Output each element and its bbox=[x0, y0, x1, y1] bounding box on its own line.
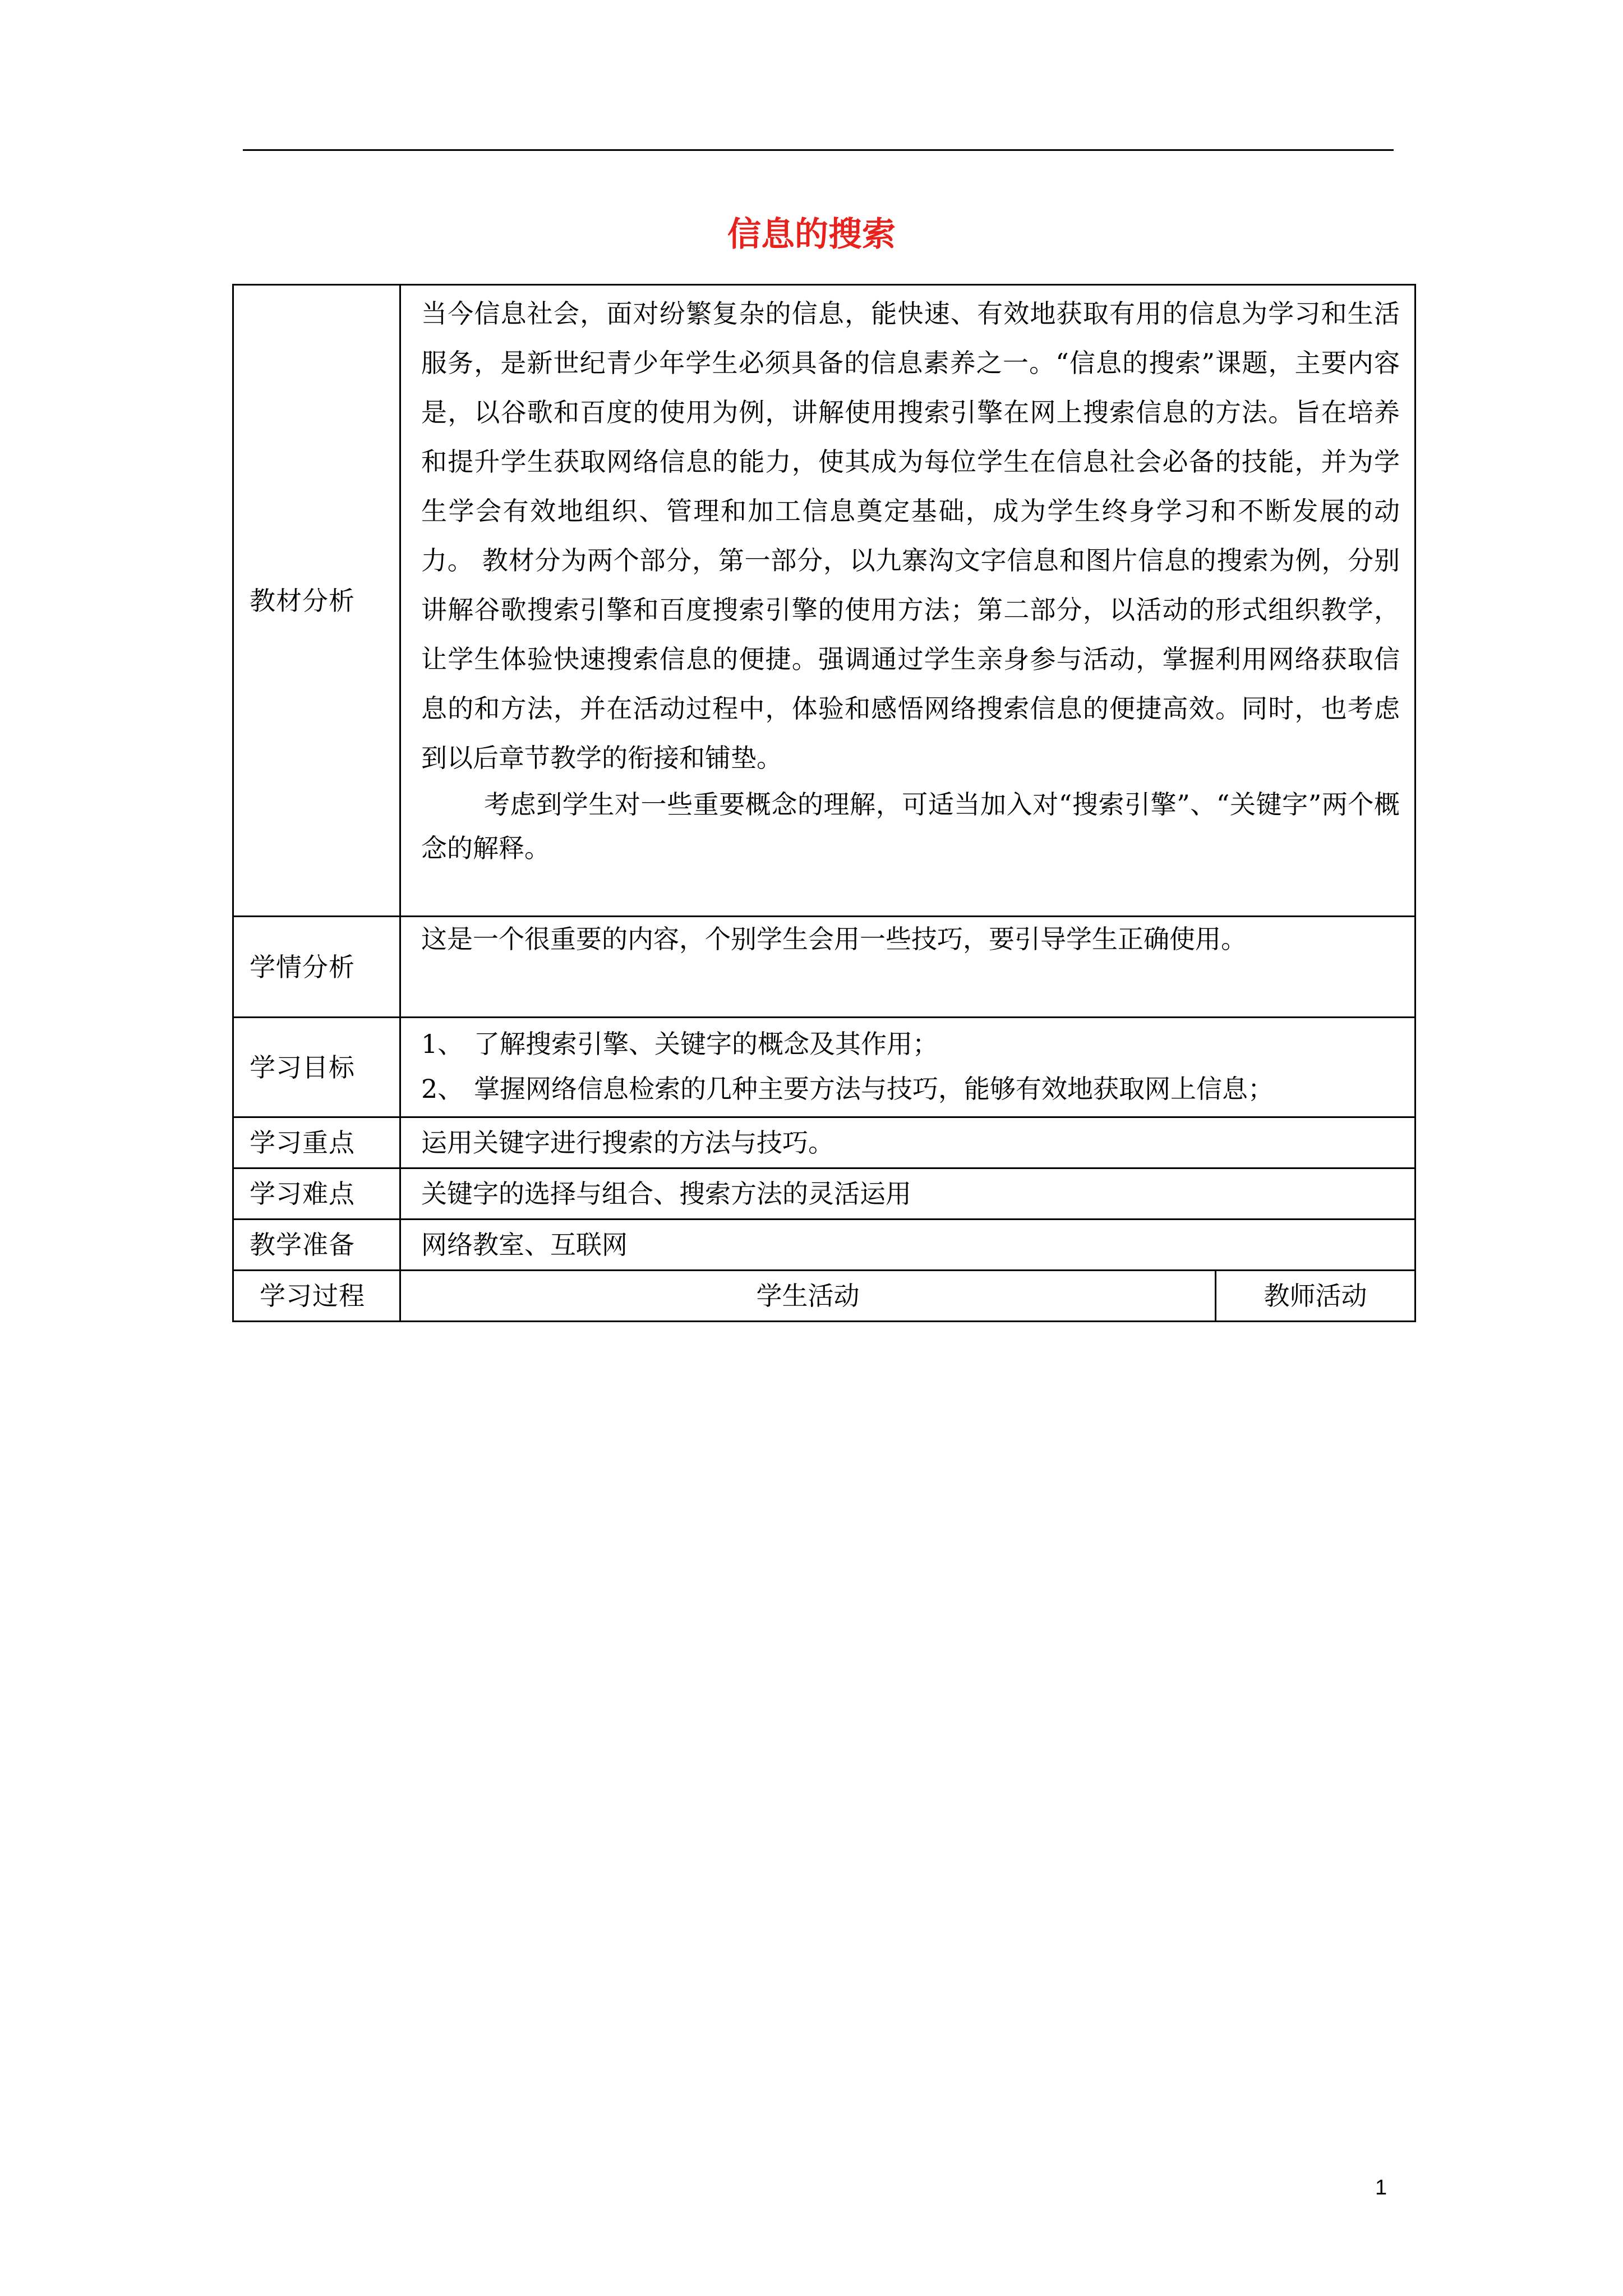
key-points-text: 运用关键字进行搜索的方法与技巧。 bbox=[400, 1117, 1415, 1168]
page-number: 1 bbox=[1375, 2176, 1387, 2200]
material-analysis-label: 教材分析 bbox=[233, 285, 400, 917]
row-difficulties bbox=[233, 1168, 1415, 1220]
row-process bbox=[233, 1271, 1415, 1322]
learning-goal-number: 1、 bbox=[421, 1029, 464, 1059]
teacher-activity-header: 教师活动 bbox=[1216, 1271, 1415, 1322]
header-rule bbox=[243, 149, 1394, 151]
row-material-analysis bbox=[233, 285, 1415, 917]
learning-goal-number: 2、 bbox=[421, 1074, 464, 1104]
learning-goal-text: 掌握网络信息检索的几种主要方法与技巧，能够有效地获取网上信息； bbox=[474, 1074, 1274, 1104]
row-learning-goals bbox=[233, 1018, 1415, 1117]
difficulties-text: 关键字的选择与组合、搜索方法的灵活运用 bbox=[400, 1168, 1415, 1220]
learning-goals-label: 学习目标 bbox=[233, 1018, 400, 1117]
learner-analysis-label: 学情分析 bbox=[233, 917, 400, 1018]
key-points-label: 学习重点 bbox=[233, 1117, 400, 1168]
process-label: 学习过程 bbox=[233, 1271, 400, 1322]
preparation-label: 教学准备 bbox=[233, 1220, 400, 1271]
document-title: 信息的搜索 bbox=[727, 215, 896, 254]
difficulties-label: 学习难点 bbox=[233, 1168, 400, 1220]
row-learner-analysis bbox=[233, 917, 1415, 1018]
learning-goal-item bbox=[421, 1022, 1414, 1066]
material-analysis-content bbox=[400, 285, 1415, 917]
row-preparation bbox=[233, 1220, 1415, 1271]
row-key-points bbox=[233, 1117, 1415, 1168]
material-analysis-paragraph-1: 当今信息社会，面对纷繁复杂的信息，能快速、有效地获取有用的信息为学习和生活服务，是新世纪青少年学生必须具备的信息素养之一。“信息的搜索”课题，主要内容是，以谷歌和百度的使用为例，讲解使用搜索引擎在网上搜索信息的方法。旨在培养和提升学生获取网络信息的能力，使其成为每位学生在信息社会必备的技能，并为学生学会有效地组织、管理和加工信息奠定基础，成为学生终身学习和不断发展的动力。 教材分为两个部分，第一部分，以九寨沟文字信息和图片信息的搜索为例，分别讲解谷歌搜索引擎和百度搜索引擎的使用方法；第二部分，以活动的形式组织教学，让学生体验快速搜索信息的便捷。强调通过学生亲身参与活动，掌握利用网络获取信息的和方法，并在活动过程中，体验和感悟网络搜索信息的便捷高效。同时，也考虑到以后章节教学的衔接和铺垫。 bbox=[421, 298, 1400, 773]
student-activity-header: 学生活动 bbox=[400, 1271, 1216, 1322]
learner-analysis-text: 这是一个很重要的内容，个别学生会用一些技巧，要引导学生正确使用。 bbox=[400, 917, 1415, 1018]
learning-goal-item bbox=[421, 1066, 1414, 1111]
learning-goals-list bbox=[400, 1018, 1415, 1117]
material-analysis-paragraph-2: 考虑到学生对一些重要概念的理解，可适当加入对“搜索引擎”、“关键字”两个概念的解释。 bbox=[421, 789, 1400, 863]
learning-goal-text: 了解搜索引擎、关键字的概念及其作用； bbox=[474, 1029, 938, 1059]
preparation-text: 网络教室、互联网 bbox=[400, 1220, 1415, 1271]
lesson-plan-table bbox=[232, 284, 1416, 1322]
